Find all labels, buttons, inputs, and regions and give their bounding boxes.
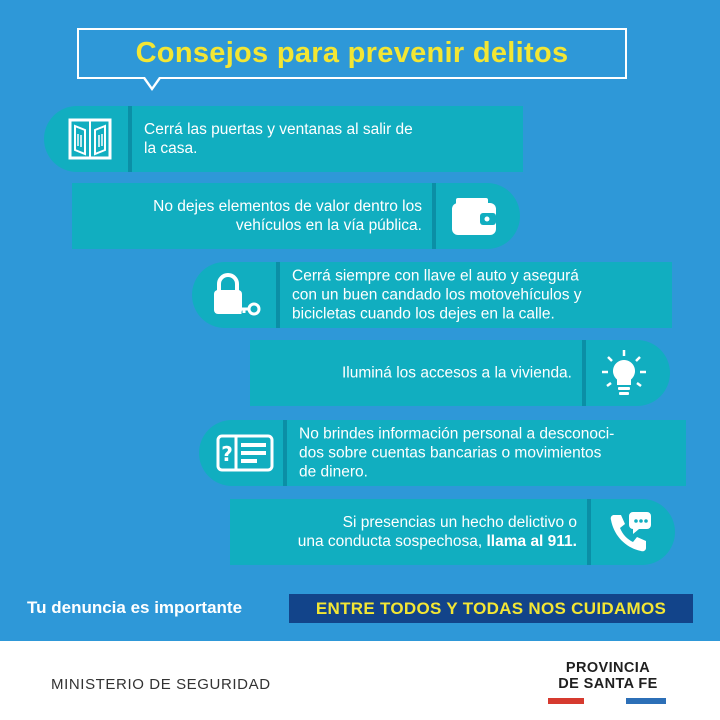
- tip-line: vehículos en la vía pública.: [235, 217, 422, 234]
- tip-banner-doors-windows: [44, 106, 523, 172]
- tip-line: una conducta sospechosa, llama al 911.: [297, 533, 577, 550]
- phone-chat-icon: [587, 499, 671, 565]
- tip-line: No dejes elementos de valor dentro los: [153, 198, 422, 215]
- province-logo-line: DE SANTA FE: [558, 676, 658, 692]
- tip-banner-report-crime: [230, 499, 675, 565]
- tip-banner-lock-vehicles: [192, 262, 672, 328]
- emergency-number: llama al 911.: [486, 533, 577, 550]
- tip-line: la casa.: [144, 140, 198, 157]
- tip-line: de dinero.: [299, 463, 368, 481]
- document-question-icon: [203, 420, 287, 486]
- light-bulb-icon: [582, 340, 666, 406]
- province-logo: [548, 660, 668, 692]
- banner-divider: [276, 262, 280, 328]
- province-logo-line: PROVINCIA: [565, 660, 651, 676]
- banner-divider: [128, 106, 132, 172]
- slogan-banner: [289, 594, 693, 623]
- title-bubble: [77, 28, 627, 79]
- title-bubble-tail-inner: [145, 77, 159, 87]
- tip-text: [86, 197, 422, 235]
- tip-banner-valuables: [72, 183, 520, 249]
- tip-banner-personal-info: [199, 420, 686, 486]
- tip-text: [144, 120, 509, 158]
- tip-text: [244, 513, 577, 551]
- svg-text:?: ?: [221, 442, 233, 466]
- tip-line: bicicletas cuando los dejes en la calle.: [292, 305, 555, 323]
- padlock-key-icon: [196, 262, 280, 328]
- window-icon: [48, 106, 132, 172]
- tip-line: No brindes información personal a desconoci-: [299, 425, 615, 443]
- flag-red-bar: [548, 698, 584, 704]
- tip-banner-lighting: [250, 340, 670, 406]
- tip-text: [292, 267, 658, 324]
- page-title: Consejos para prevenir delitos: [135, 37, 569, 69]
- tip-line: Si presencias un hecho delictivo o: [342, 514, 577, 531]
- tip-line: Cerrá siempre con llave el auto y asegurá: [292, 267, 579, 285]
- ministry-name: MINISTERIO DE SEGURIDAD: [51, 676, 271, 693]
- tip-text: [264, 364, 572, 383]
- tip-line: con un buen candado los motovehículos y: [292, 286, 582, 304]
- tip-line: Cerrá las puertas y ventanas al salir de: [144, 121, 413, 138]
- tip-text: [299, 425, 672, 482]
- slogan-banner-text: ENTRE TODOS Y TODAS NOS CUIDAMOS: [315, 598, 667, 618]
- slogan-tagline: Tu denuncia es importante: [27, 598, 243, 617]
- flag-blue-bar: [626, 698, 666, 704]
- tip-line: Iluminá los accesos a la vivienda.: [341, 364, 572, 382]
- footer: [0, 641, 720, 720]
- tip-line: dos sobre cuentas bancarias o movimientos: [299, 444, 602, 462]
- banner-divider: [283, 420, 287, 486]
- wallet-icon: [432, 183, 516, 249]
